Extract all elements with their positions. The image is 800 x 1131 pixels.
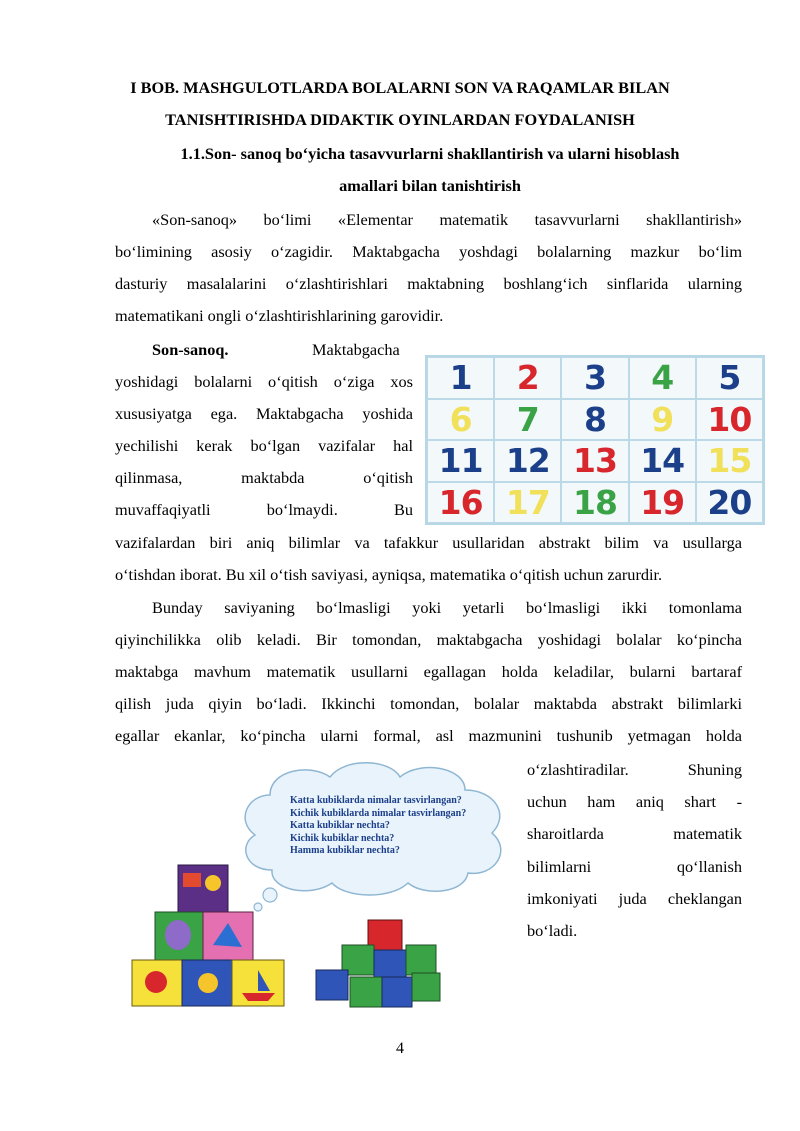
text-line: o‘zlashtiradilar. Shuning <box>527 760 742 779</box>
number-cell: 16 <box>427 482 494 524</box>
number-cell: 20 <box>696 482 763 524</box>
number-cell: 4 <box>629 357 696 399</box>
text-line: egallar ekanlar, ko‘pincha ularni formal, asl mazmunini tushunib yetmagan holda <box>115 726 742 745</box>
number-cell: 13 <box>561 440 628 482</box>
cloud-question: Katta kubiklarda nimalar tasvirlangan? <box>290 795 462 806</box>
cloud-question-list <box>290 795 510 858</box>
number-cell: 1 <box>427 357 494 399</box>
number-cell: 8 <box>561 399 628 441</box>
text-line: bo‘ladi. <box>527 921 578 940</box>
cloud-question: Katta kubiklar nechta? <box>290 820 390 831</box>
cloud-question: Kichik kubiklar nechta? <box>290 832 395 844</box>
text-line: muvaffaqiyatli bo‘lmaydi. Bu <box>115 500 413 519</box>
text-line: yoshidagi bolalarni o‘qitish o‘ziga xos <box>115 372 413 391</box>
text-line: bo‘limining asosiy o‘zagidir. Maktabgacha yoshdagi bolalarning mazkur bo‘lim <box>115 242 742 261</box>
text-line: imkoniyati juda cheklangan <box>527 889 742 908</box>
section-title-line2: amallari bilan tanishtirish <box>339 176 521 195</box>
section-title-line1: 1.1.Son- sanoq bo‘yicha tasavvurlarni shakllantirish va ularni hisoblash <box>180 144 680 163</box>
text-line: qiyinchilikka olib keladi. Bir tomondan, maktabgacha yoshidagi bolalar ko‘pincha <box>115 630 742 649</box>
number-cell: 2 <box>494 357 561 399</box>
paragraph-lead-term: Son-sanoq. <box>152 340 229 359</box>
number-cell: 10 <box>696 399 763 441</box>
cloud-question: Kichik kubiklarda nimalar tasvirlangan? <box>290 807 467 819</box>
chapter-title-line1: I BOB. MASHGULOTLARDA BOLALARNI SON VA RAQAMLAR BILAN <box>130 78 670 97</box>
number-cell: 7 <box>494 399 561 441</box>
text-line: qilinmasa, maktabda o‘qitish <box>115 468 413 487</box>
number-cell: 15 <box>696 440 763 482</box>
number-cell: 19 <box>629 482 696 524</box>
number-cell: 14 <box>629 440 696 482</box>
page-number: 4 <box>396 1040 404 1057</box>
text-line: qilish juda qiyin bo‘ladi. Ikkinchi tomondan, bolalar maktabda abstrakt bilimlarki <box>115 694 742 713</box>
text-line: maktabga mavhum matematik usullarni egallagan holda keladilar, bularni bartaraf <box>115 662 742 681</box>
cubes-illustration <box>120 755 525 1010</box>
number-cell: 6 <box>427 399 494 441</box>
number-cell: 9 <box>629 399 696 441</box>
number-cell: 3 <box>561 357 628 399</box>
number-cell: 11 <box>427 440 494 482</box>
text-line: Maktabgacha <box>312 340 400 359</box>
text-line: xususiyatga ega. Maktabgacha yoshida <box>115 404 413 423</box>
number-cell: 18 <box>561 482 628 524</box>
cloud-question: Hamma kubiklar nechta? <box>290 845 400 856</box>
text-line: yechilishi kerak bo‘lgan vazifalar hal <box>115 436 413 455</box>
text-line: «Son-sanoq» bo‘limi «Elementar matematik tasavvurlarni shakllantirish» <box>152 210 742 229</box>
number-cell: 12 <box>494 440 561 482</box>
cubes-illustration-svg <box>120 755 525 1010</box>
text-line: vazifalardan biri aniq bilimlar va tafakkur usullaridan abstrakt bilim va usullarga <box>115 533 742 552</box>
text-line: sharoitlarda matematik <box>527 824 742 843</box>
text-line: Bunday saviyaning bo‘lmasligi yoki yetarli bo‘lmasligi ikki tomonlama <box>152 598 742 617</box>
number-cell: 5 <box>696 357 763 399</box>
small-cubes <box>316 920 440 1007</box>
text-line: bilimlarni qo‘llanish <box>527 857 742 876</box>
number-cell: 17 <box>494 482 561 524</box>
text-line: matematikani ongli o‘zlashtirishlarining garovidir. <box>115 306 444 325</box>
text-line: uchun ham aniq shart - <box>527 792 742 811</box>
number-grid-image <box>425 355 765 525</box>
chapter-title-line2: TANISHTIRISHDA DIDAKTIK OYINLARDAN FOYDALANISH <box>165 110 635 129</box>
big-cubes <box>132 865 284 1006</box>
text-line: dasturiy masalalarini o‘zlashtirishlari maktabning boshlang‘ich sinflarida ularning <box>115 274 742 293</box>
text-line: o‘tishdan iborat. Bu xil o‘tish saviyasi, ayniqsa, matematika o‘qitish uchun zarurdir. <box>115 565 663 584</box>
